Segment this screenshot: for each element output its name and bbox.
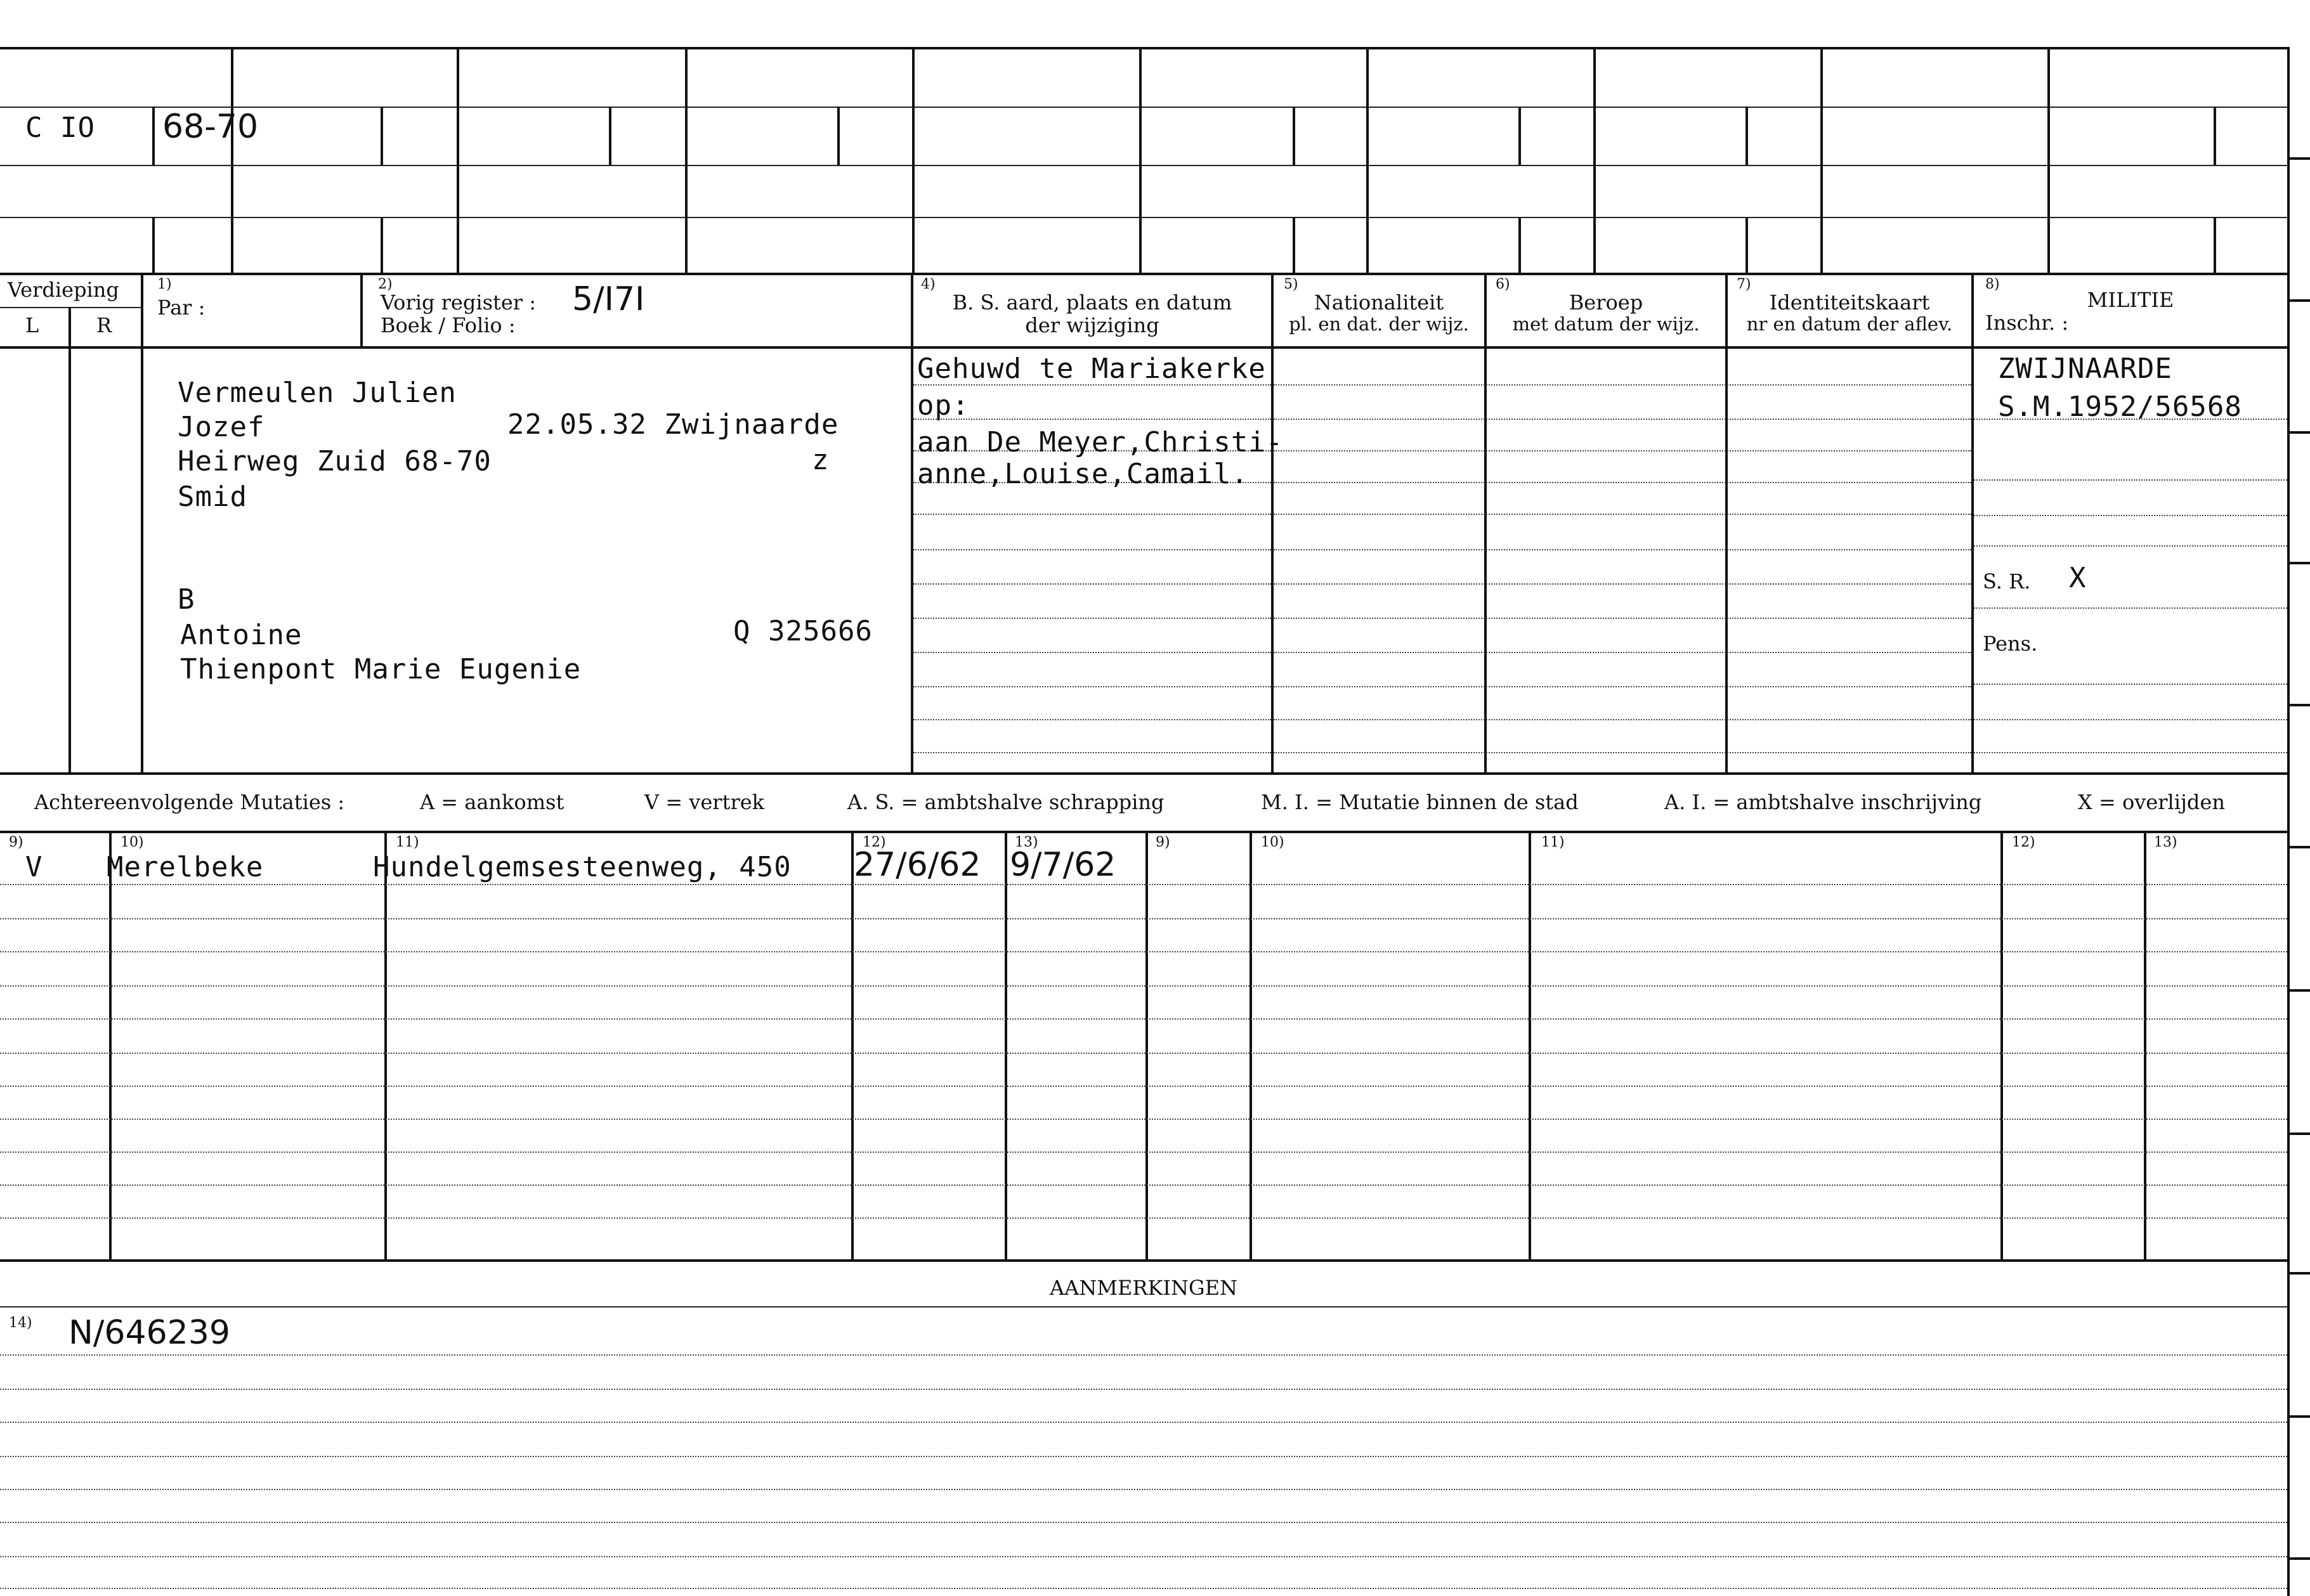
nationaliteit-label-1: Nationaliteit <box>1314 290 1444 315</box>
dotted-line <box>0 1217 2287 1219</box>
grid-row-line <box>0 217 2287 218</box>
dotted-line <box>0 1354 2287 1356</box>
edge-tick <box>2290 1557 2310 1560</box>
person-mother: Thienpont Marie Eugenie <box>180 653 582 685</box>
dotted-line <box>913 514 1271 515</box>
bs-label-2: der wijziging <box>1025 313 1159 337</box>
person-occupation: Smid <box>178 481 247 513</box>
dotted-line <box>0 1456 2287 1457</box>
grid-col-line <box>1820 47 1823 273</box>
mut-col-line <box>2000 831 2003 1262</box>
mut-header-12: 12) <box>863 834 886 850</box>
dotted-line <box>0 1053 2287 1054</box>
grid-col-line <box>1593 47 1596 273</box>
dotted-line <box>0 1152 2287 1153</box>
legend-x: X = overlijden <box>2078 790 2225 814</box>
dotted-line <box>1274 583 1971 585</box>
grid-col-line <box>1139 47 1142 273</box>
note-5: 5) <box>1284 276 1298 292</box>
person-father: Antoine <box>180 619 303 651</box>
grid-col-line <box>912 47 915 273</box>
mutation-date-1: 27/6/62 <box>854 846 981 884</box>
person-mark-z: z <box>812 444 830 476</box>
grid-row-line <box>0 107 2287 108</box>
civil-status-4: anne,Louise,Camail. <box>917 458 1249 490</box>
edge-tick <box>2290 1415 2310 1418</box>
legend-mi: M. I. = Mutatie binnen de stad <box>1261 790 1579 814</box>
dotted-line <box>913 752 1271 753</box>
dotted-line <box>913 549 1271 550</box>
grid-row-line <box>0 165 2287 166</box>
legend-as: A. S. = ambtshalve schrapping <box>847 790 1165 814</box>
mut-header-10b: 10) <box>1261 834 1284 850</box>
mut-col-line <box>851 831 854 1262</box>
par-label: Par : <box>157 295 206 320</box>
person-name-1: Vermeulen Julien <box>178 377 457 409</box>
top-border <box>0 47 2290 49</box>
header-top-line <box>0 273 2287 275</box>
mutation-place: Merelbeke <box>107 851 264 883</box>
legend-bottom-line <box>0 831 2287 833</box>
col-r-label: R <box>96 313 112 337</box>
inschr-label: Inschr. : <box>1985 311 2069 335</box>
mut-header-9: 9) <box>9 834 23 850</box>
dotted-line <box>1274 686 1971 687</box>
grid-sub-line <box>381 107 383 165</box>
grid-sub-line <box>2214 107 2216 165</box>
pens-label: Pens. <box>1983 632 2038 656</box>
grid-sub-line <box>152 107 155 165</box>
person-name-2: Jozef <box>178 411 265 443</box>
identiteitskaart-label-1: Identiteitskaart <box>1769 290 1930 315</box>
civil-status-3: aan De Meyer,Christi- <box>917 426 1284 458</box>
remarks-title: AANMERKINGEN <box>1050 1276 1237 1300</box>
header-bottom-line <box>0 346 2287 349</box>
note-7: 7) <box>1737 276 1751 292</box>
dotted-line <box>913 583 1271 585</box>
right-border <box>2287 47 2290 1596</box>
vorig-register-value: 5/I7I <box>572 280 645 318</box>
note-2: 2) <box>378 276 393 292</box>
grid-sub-line <box>381 217 383 273</box>
legend-v: V = vertrek <box>644 790 765 814</box>
dotted-line <box>1274 384 1971 386</box>
dotted-line <box>0 1489 2287 1490</box>
sr-value: X <box>2069 562 2087 594</box>
grid-col-line <box>1366 47 1369 273</box>
top-code: C IO <box>25 112 95 144</box>
edge-tick <box>2290 157 2310 160</box>
note-1: 1) <box>157 276 172 292</box>
dotted-line <box>1274 418 1971 420</box>
mut-col-line <box>1529 831 1531 1262</box>
dotted-line <box>1274 514 1971 515</box>
mut-col-line <box>1250 831 1252 1262</box>
edge-tick <box>2290 299 2310 302</box>
militia-place: ZWIJNAARDE <box>1998 353 2172 385</box>
edge-tick <box>2290 704 2310 706</box>
note-6: 6) <box>1496 276 1510 292</box>
grid-col-line <box>457 47 459 273</box>
dotted-line <box>0 1184 2287 1186</box>
dotted-line <box>0 1018 2287 1020</box>
nationaliteit-label-2: pl. en dat. der wijz. <box>1289 313 1469 335</box>
dotted-line <box>1274 450 1971 451</box>
col-l-label: L <box>25 313 39 337</box>
note-14: 14) <box>9 1315 32 1331</box>
mutation-street: Hundelgemsesteenweg, 450 <box>373 851 792 883</box>
col-l-r-divider <box>69 307 71 774</box>
dotted-line <box>913 686 1271 687</box>
dotted-line <box>1974 479 2287 481</box>
grid-col-line <box>2047 47 2050 273</box>
col-line <box>360 273 363 349</box>
dotted-line <box>0 985 2287 987</box>
dotted-line <box>0 1389 2287 1390</box>
legend-title: Achtereenvolgende Mutaties : <box>34 790 345 814</box>
remarks-top-line <box>0 1259 2287 1262</box>
edge-tick <box>2290 846 2310 848</box>
grid-col-line <box>231 47 233 273</box>
remarks-line <box>0 1306 2287 1307</box>
dotted-line <box>0 1588 2287 1589</box>
mut-col-line <box>2144 831 2146 1262</box>
grid-sub-line <box>837 107 840 165</box>
dotted-line <box>1274 752 1971 753</box>
grid-sub-line <box>2214 217 2216 273</box>
bs-label-1: B. S. aard, plaats en datum <box>952 290 1232 315</box>
mut-header-11: 11) <box>396 834 419 850</box>
militie-label: MILITIE <box>2087 288 2174 312</box>
dotted-line <box>1974 607 2287 609</box>
grid-col-line <box>685 47 688 273</box>
grid-sub-line <box>1518 107 1521 165</box>
person-birth: 22.05.32 Zwijnaarde <box>507 408 839 441</box>
legend-top-line <box>0 772 2287 775</box>
mutation-date-2: 9/7/62 <box>1010 846 1116 884</box>
dotted-line <box>0 1422 2287 1423</box>
grid-sub-line <box>609 107 611 165</box>
dotted-line <box>0 884 2287 885</box>
grid-sub-line <box>1293 217 1295 273</box>
verdieping-divider <box>0 307 143 308</box>
civil-status-1: Gehuwd te Mariakerke <box>917 353 1266 385</box>
dotted-line <box>0 1556 2287 1557</box>
vorig-register-label: Vorig register : <box>381 290 537 315</box>
mut-col-line <box>1005 831 1007 1262</box>
grid-sub-line <box>1746 217 1748 273</box>
dotted-line <box>0 1086 2287 1087</box>
mut-col-line <box>384 831 387 1262</box>
identiteitskaart-label-2: nr en datum der aflev. <box>1746 313 1953 335</box>
dotted-line <box>913 652 1271 653</box>
grid-sub-line <box>1293 107 1295 165</box>
boek-folio-label: Boek / Folio : <box>381 313 516 337</box>
dotted-line <box>1974 684 2287 685</box>
grid-sub-line <box>152 217 155 273</box>
person-code-b: B <box>178 583 195 616</box>
dotted-line <box>1274 652 1971 653</box>
verdieping-label: Verdieping <box>8 278 119 302</box>
mut-header-13: 13) <box>1015 834 1038 850</box>
sr-label: S. R. <box>1983 569 2031 594</box>
dotted-line <box>913 618 1271 619</box>
dotted-line <box>0 918 2287 919</box>
note-8: 8) <box>1985 276 2000 292</box>
person-q-number: Q 325666 <box>733 615 873 647</box>
dotted-line <box>0 951 2287 952</box>
dotted-line <box>1974 515 2287 516</box>
mut-col-line <box>109 831 112 1262</box>
dotted-line <box>1974 752 2287 753</box>
legend-a: A = aankomst <box>420 790 564 814</box>
mut-header-9b: 9) <box>1156 834 1170 850</box>
beroep-label-2: met datum der wijz. <box>1512 313 1700 335</box>
dotted-line <box>1274 549 1971 550</box>
remarks-value: N/646239 <box>69 1314 230 1352</box>
grid-sub-line <box>1518 217 1521 273</box>
civil-status-2: op: <box>917 389 970 422</box>
mut-col-line <box>1145 831 1148 1262</box>
mutation-type: V <box>25 851 43 883</box>
mut-header-10: 10) <box>121 834 144 850</box>
person-address: Heirweg Zuid 68-70 <box>178 445 492 477</box>
beroep-label-1: Beroep <box>1569 290 1643 315</box>
edge-tick <box>2290 1132 2310 1135</box>
note-4: 4) <box>921 276 936 292</box>
top-house-number: 68-70 <box>162 108 259 146</box>
mut-header-11b: 11) <box>1541 834 1565 850</box>
edge-tick <box>2290 989 2310 992</box>
edge-tick <box>2290 562 2310 564</box>
dotted-line <box>1274 618 1971 619</box>
dotted-line <box>1274 482 1971 483</box>
militia-number: S.M.1952/56568 <box>1998 391 2242 423</box>
mut-header-12b: 12) <box>2012 834 2035 850</box>
dotted-line <box>0 1522 2287 1523</box>
legend-ai: A. I. = ambtshalve inschrijving <box>1664 790 1982 814</box>
edge-tick <box>2290 1272 2310 1275</box>
dotted-line <box>1274 719 1971 720</box>
dotted-line <box>0 1119 2287 1120</box>
edge-tick <box>2290 431 2310 434</box>
dotted-line <box>1974 719 2287 720</box>
dotted-line <box>1974 545 2287 547</box>
mut-header-13b: 13) <box>2154 834 2177 850</box>
grid-sub-line <box>1746 107 1748 165</box>
dotted-line <box>913 719 1271 720</box>
